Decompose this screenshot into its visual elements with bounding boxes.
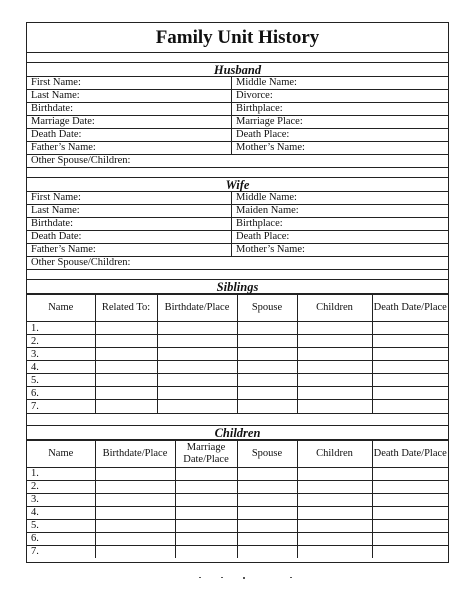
wife-heading: Wife [27,178,448,192]
table-row [27,400,448,413]
siblings-table [27,294,448,413]
table-cell[interactable] [372,348,448,361]
table-cell[interactable] [372,480,448,493]
table-cell[interactable] [175,519,237,532]
table-cell[interactable] [237,519,297,532]
table-cell[interactable] [372,387,448,400]
husband-field[interactable]: Death Date: [27,129,232,141]
table-cell[interactable] [297,545,372,558]
column-header: Spouse [237,295,297,322]
row-number-cell[interactable]: 6. [27,387,95,400]
table-cell[interactable] [157,335,237,348]
row-number-cell[interactable]: 7. [27,545,95,558]
children-heading: Children [27,426,448,440]
husband-field[interactable]: Death Place: [236,129,290,140]
row-number-cell[interactable]: 3. [27,348,95,361]
husband-field[interactable]: Last Name: [27,90,232,102]
table-cell[interactable] [297,387,372,400]
table-cell[interactable] [237,361,297,374]
row-number-cell[interactable]: 2. [27,480,95,493]
scan-artifacts [195,574,305,582]
wife-field[interactable]: Death Date: [27,231,232,243]
column-header: Marriage Date/Place [175,440,237,467]
table-cell[interactable] [237,532,297,545]
table-cell[interactable] [157,348,237,361]
column-header: Related To: [95,295,157,322]
husband-fields [27,77,448,155]
husband-field-row [27,142,448,155]
table-row [27,480,448,493]
table-cell[interactable] [297,322,372,335]
column-header: Birthdate/Place [157,295,237,322]
wife-field[interactable]: Death Place: [236,231,290,242]
table-row [27,545,448,558]
column-header: Death Date/Place [372,440,448,467]
table-row [27,467,448,480]
wife-field-row [27,218,448,231]
table-cell[interactable] [372,506,448,519]
table-cell[interactable] [95,506,175,519]
table-cell[interactable] [95,493,175,506]
column-header: Birthdate/Place [95,440,175,467]
row-number-cell[interactable]: 5. [27,519,95,532]
table-row [27,322,448,335]
husband-field-row [27,77,448,90]
husband-other-row[interactable] [27,155,448,168]
row-number-cell[interactable]: 4. [27,361,95,374]
spacer [27,414,448,426]
husband-field[interactable]: Marriage Place: [236,116,303,127]
table-cell[interactable] [297,480,372,493]
wife-field-row [27,192,448,205]
table-cell[interactable] [95,532,175,545]
table-cell[interactable] [297,374,372,387]
table-cell[interactable] [95,467,175,480]
husband-field[interactable]: Birthdate: [27,103,232,115]
table-cell[interactable] [157,400,237,413]
children-table-wrap [27,440,448,559]
husband-field[interactable]: Middle Name: [236,77,297,88]
table-cell[interactable] [237,545,297,558]
table-cell[interactable] [237,374,297,387]
husband-field[interactable]: Birthplace: [236,103,283,114]
family-unit-history-form [26,22,449,563]
table-row [27,532,448,545]
table-cell[interactable] [237,348,297,361]
table-cell[interactable] [95,348,157,361]
children-header-row [27,440,448,467]
husband-heading: Husband [27,63,448,77]
table-cell[interactable] [95,545,175,558]
column-header: Children [297,295,372,322]
table-cell[interactable] [175,493,237,506]
table-cell[interactable] [237,322,297,335]
wife-field[interactable]: Father’s Name: [27,244,232,256]
form-title: Family Unit History [27,23,448,53]
table-cell[interactable] [157,374,237,387]
siblings-heading: Siblings [27,280,448,294]
table-cell[interactable] [372,532,448,545]
spacer [27,168,448,178]
column-header: Name [27,295,95,322]
table-cell[interactable] [372,493,448,506]
table-cell[interactable] [95,322,157,335]
table-cell[interactable] [372,361,448,374]
husband-field-row [27,129,448,142]
table-cell[interactable] [297,506,372,519]
table-cell[interactable] [237,480,297,493]
row-number-cell[interactable]: 7. [27,400,95,413]
table-row [27,348,448,361]
table-cell[interactable] [297,335,372,348]
spacer [27,53,448,63]
husband-field[interactable]: First Name: [27,77,232,89]
siblings-table-wrap [27,294,448,414]
row-number-cell[interactable]: 6. [27,532,95,545]
wife-field[interactable]: Middle Name: [236,192,297,203]
table-cell[interactable] [297,361,372,374]
siblings-header-row [27,295,448,322]
table-cell[interactable] [95,400,157,413]
table-cell[interactable] [372,374,448,387]
table-cell[interactable] [175,506,237,519]
table-cell[interactable] [95,519,175,532]
table-cell[interactable] [95,387,157,400]
husband-other-label: Other Spouse/Children: [31,155,131,166]
table-cell[interactable] [237,387,297,400]
column-header: Death Date/Place [372,295,448,322]
wife-field[interactable]: First Name: [27,192,232,204]
row-number-cell[interactable]: 5. [27,374,95,387]
table-cell[interactable] [297,348,372,361]
wife-field[interactable]: Birthdate: [27,218,232,230]
husband-field-row [27,116,448,129]
table-cell[interactable] [372,400,448,413]
table-row [27,361,448,374]
table-cell[interactable] [372,322,448,335]
row-number-cell[interactable]: 2. [27,335,95,348]
table-cell[interactable] [372,467,448,480]
table-cell[interactable] [297,532,372,545]
table-cell[interactable] [372,335,448,348]
wife-other-row[interactable] [27,257,448,270]
husband-field-row [27,103,448,116]
table-row [27,335,448,348]
wife-field-row [27,231,448,244]
table-cell[interactable] [95,335,157,348]
row-number-cell[interactable]: 1. [27,322,95,335]
wife-field[interactable]: Maiden Name: [236,205,299,216]
row-number-cell[interactable]: 3. [27,493,95,506]
wife-fields [27,192,448,257]
table-cell[interactable] [297,400,372,413]
wife-field[interactable]: Mother’s Name: [236,244,305,255]
table-cell[interactable] [175,545,237,558]
husband-field[interactable]: Divorce: [236,90,273,101]
table-cell[interactable] [297,467,372,480]
table-row [27,374,448,387]
table-row [27,519,448,532]
wife-field[interactable]: Birthplace: [236,218,283,229]
table-cell[interactable] [175,467,237,480]
table-row [27,493,448,506]
table-cell[interactable] [95,374,157,387]
table-cell[interactable] [237,506,297,519]
wife-field[interactable]: Last Name: [27,205,232,217]
table-cell[interactable] [157,387,237,400]
table-cell[interactable] [372,519,448,532]
table-cell[interactable] [175,480,237,493]
wife-field-row [27,244,448,257]
column-header: Spouse [237,440,297,467]
table-cell[interactable] [237,493,297,506]
husband-field[interactable]: Mother’s Name: [236,142,305,153]
table-cell[interactable] [95,480,175,493]
table-cell[interactable] [157,361,237,374]
column-header: Name [27,440,95,467]
table-cell[interactable] [237,467,297,480]
column-header: Children [297,440,372,467]
husband-field[interactable]: Father’s Name: [27,142,232,154]
husband-field[interactable]: Marriage Date: [27,116,232,128]
spacer [27,270,448,280]
table-cell[interactable] [297,493,372,506]
wife-field-row [27,205,448,218]
row-number-cell[interactable]: 1. [27,467,95,480]
table-row [27,506,448,519]
table-cell[interactable] [237,335,297,348]
husband-field-row [27,90,448,103]
table-row [27,387,448,400]
table-cell[interactable] [237,400,297,413]
row-number-cell[interactable]: 4. [27,506,95,519]
children-table [27,440,448,559]
table-cell[interactable] [95,361,157,374]
table-cell[interactable] [372,545,448,558]
table-cell[interactable] [297,519,372,532]
wife-other-label: Other Spouse/Children: [31,257,131,268]
table-cell[interactable] [157,322,237,335]
table-cell[interactable] [175,532,237,545]
